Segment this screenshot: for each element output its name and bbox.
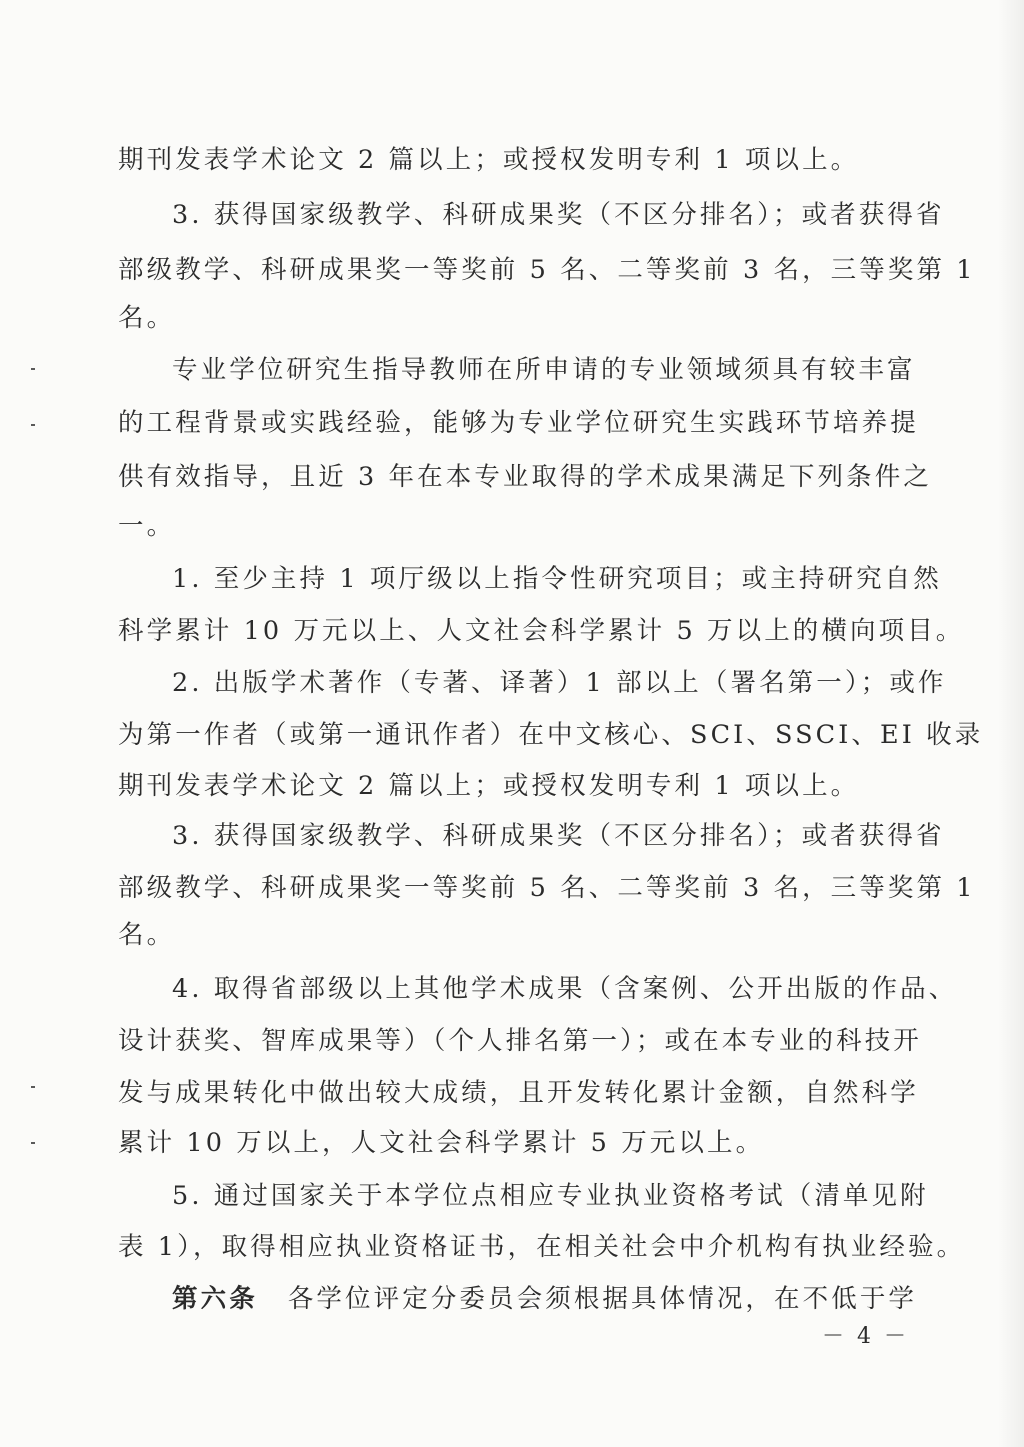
text-line: 一。 [118, 511, 176, 541]
text-line: 3. 获得国家级教学、科研成果奖（不区分排名）；或者获得省 [172, 821, 945, 851]
text-line: 表 1），取得相应执业资格证书，在相关社会中介机构有执业经验。 [118, 1232, 966, 1262]
text-line: 1. 至少主持 1 项厅级以上指令性研究项目；或主持研究自然 [172, 564, 942, 594]
text-line: 期刊发表学术论文 2 篇以上；或授权发明专利 1 项以上。 [118, 771, 860, 801]
text-line: 4. 取得省部级以上其他学术成果（含案例、公开出版的作品、 [172, 974, 958, 1004]
text-line: 的工程背景或实践经验，能够为专业学位研究生实践环节培养提 [118, 408, 919, 438]
text-line: 为第一作者（或第一通讯作者）在中文核心、SCI、SSCI、EI 收录 [118, 720, 984, 750]
article-label: 第六条 [172, 1284, 258, 1314]
page-edge-shadow [998, 0, 1024, 1447]
text-line: 专业学位研究生指导教师在所申请的专业领域须具有较丰富 [172, 355, 916, 385]
article-line [172, 1281, 917, 1317]
page-number: － 4 － [822, 1324, 909, 1349]
margin-mark [31, 368, 35, 370]
text-line: 2. 出版学术著作（专著、译著）1 部以上（署名第一）；或作 [172, 668, 947, 698]
text-line: 部级教学、科研成果奖一等奖前 5 名、二等奖前 3 名，三等奖第 1 [118, 873, 976, 903]
text-line: 名。 [118, 920, 176, 950]
text-line: 供有效指导，且近 3 年在本专业取得的学术成果满足下列条件之 [118, 462, 932, 492]
text-line: 5. 通过国家关于本学位点相应专业执业资格考试（清单见附 [172, 1181, 929, 1211]
text-line: 发与成果转化中做出较大成绩，且开发转化累计金额，自然科学 [118, 1078, 919, 1108]
text-line: 期刊发表学术论文 2 篇以上；或授权发明专利 1 项以上。 [118, 145, 860, 175]
text-line: 名。 [118, 303, 176, 333]
margin-mark [31, 1142, 35, 1144]
text-line: 部级教学、科研成果奖一等奖前 5 名、二等奖前 3 名，三等奖第 1 [118, 255, 976, 285]
text-line: 设计获奖、智库成果等）（个人排名第一）；或在本专业的科技开 [118, 1026, 922, 1056]
text-line: 累计 10 万以上，人文社会科学累计 5 万元以上。 [118, 1128, 765, 1158]
text-line: 科学累计 10 万元以上、人文社会科学累计 5 万以上的横向项目。 [118, 616, 965, 646]
text-line: 3. 获得国家级教学、科研成果奖（不区分排名）；或者获得省 [172, 200, 945, 230]
article-text: 各学位评定分委员会须根据具体情况，在不低于学 [287, 1284, 918, 1314]
margin-mark [31, 424, 35, 426]
margin-mark [31, 1086, 35, 1088]
